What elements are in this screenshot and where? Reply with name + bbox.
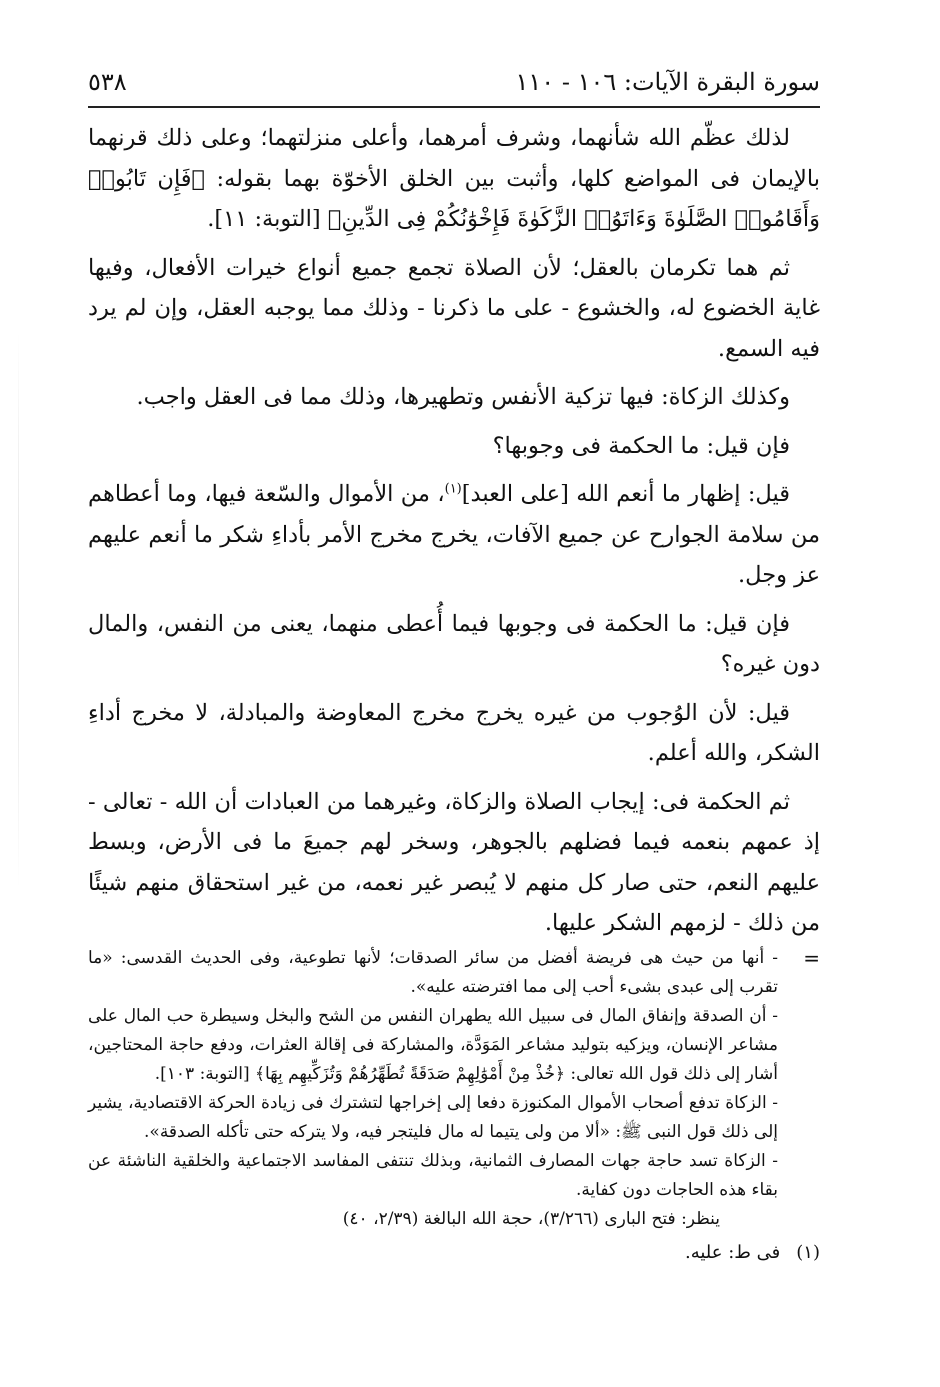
footnote-reference: ينظر: فتح البارى (٣/٢٦٦)، حجة الله البالغة (٢/٣٩، ٤٠) — [342, 1209, 720, 1229]
paragraph-7: قيل: لأن الوُجوب من غيره يخرج مخرج المعاوضة والمبادلة، لا مخرج أداءِ الشكر، والله أعلم. — [88, 699, 820, 766]
footnote-item: - الزكاة تدفع أصحاب الأموال المكنوزة دفعا إلى إخراجها لتشترك فى زيادة الحركة الاقتصادية، يشير إلى ذلك قول النبى ﷺ: «ألا من ولى يتيما له مال فليتجر فيه، ولا يتركه حتى تأكله الصدقة». — [88, 1093, 778, 1142]
paragraph-8: ثم الحكمة فى: إيجاب الصلاة والزكاة، وغيرهما من العبادات أن الله - تعالى - إذ عمهم بنعمه فيما فضلهم بالجوهر، وسخر لهم جميعَ ما فى الأرض، وبسط عليهم النعم، حتى صار كل منهم لا يُبصر غير نعمه، من غير استحقاق منهم شيئًا من ذلك - لزمهم الشكر عليها. — [88, 788, 820, 936]
paragraph-5 — [88, 474, 820, 596]
paragraph-1 — [88, 118, 820, 240]
page-header — [88, 62, 820, 102]
paragraph-6: فإن قيل: ما الحكمة فى وجوبها فيما أُعطى منهما، يعنى من النفس، والمال دون غيره؟ — [88, 610, 820, 677]
footnote-marker-1[interactable]: (١) — [444, 481, 462, 497]
footnote-1-text: فى ط: عليه. — [685, 1242, 781, 1263]
footnote-item: - أن الصدقة وإنفاق المال فى سبيل الله يطهران النفس من الشح والبخل وسيطرة حب المال على مشاعر الإنسان، ويزكيه بتوليد مشاعر المَوَدَّة، والمشاركة فى إقالة العثرات، ودفع حاجة المحتاجين، أشار إلى ذلك قول الله تعالى: ﴿خُذْ مِنْ أَمْوَٰلِهِمْ صَدَقَةً تُطَهِّرُهُمْ وَتُزَكِّيهِم بِهَا﴾ [التوبة: ١٠٣]. — [88, 1006, 778, 1084]
paragraph-1-text: لذلك عظّم الله شأنهما، وشرف أمرهما، وأعلى منزلتهما؛ وعلى ذلك قرنهما بالإيمان فى المواضع كلها، وأثبت بين الخلق الأخوّة بهما بقوله: — [88, 125, 820, 192]
quran-verse-tawbah-11: ﴿فَإِن تَابُوا۟ وَأَقَامُوا۟ الصَّلَوٰةَ وَءَاتَوُا۟ الزَّكَوٰةَ فَإِخْوَٰنُكُمْ فِى الدِّينِ﴾ — [88, 165, 820, 232]
running-title: سورة البقرة الآيات: ١٠٦ - ١١٠ — [515, 68, 820, 96]
paragraph-5-text-start: قيل: إظهار ما أنعم الله [على العبد] — [461, 481, 790, 507]
main-text — [88, 118, 820, 952]
footnote-1 — [88, 1238, 820, 1267]
continuation-mark: = — [803, 946, 820, 970]
header-rule — [88, 106, 820, 108]
footnote-continuation — [88, 944, 820, 1205]
paragraph-4: فإن قيل: ما الحكمة فى وجوبها؟ — [492, 432, 790, 459]
footnote-1-number: (١) — [796, 1242, 820, 1263]
page-number: ٥٣٨ — [88, 68, 127, 96]
footnotes — [88, 944, 820, 1267]
footnote-item: - الزكاة تسد حاجة جهات المصارف الثمانية، وبذلك تنتفى المفاسد الاجتماعية والخلقية الناشئة عن بقاء هذه الحاجات دون كفاية. — [88, 1151, 778, 1200]
paragraph-5-text-end: ، من الأموال والسّعة فيها، وما أعطاهم من سلامة الجوارح عن جميع الآفات، يخرج مخرج الأمر بأداءِ شكر ما أنعم عليهم عز وجل. — [88, 481, 820, 588]
paragraph-2: ثم هما تكرمان بالعقل؛ لأن الصلاة تجمع جميع أنواع خيرات الأفعال، وفيها غاية الخضوع له، والخشوع - على ما ذكرنا - وذلك مما يوجبه العقل، وإن لم يرد فيه السمع. — [88, 254, 820, 362]
verse-reference: [التوبة: ١١]. — [207, 206, 321, 232]
footnote-item: - أنها من حيث هى فريضة أفضل من سائر الصدقات؛ لأنها تطوعية، وفى الحديث القدسى: «ما تقرب إلى عبدى بشىء أحب إلى مما افترضته عليه». — [88, 948, 778, 997]
paragraph-3: وكذلك الزكاة: فيها تزكية الأنفس وتطهيرها، وذلك مما فى العقل واجب. — [136, 384, 790, 410]
scan-edge-shadow — [18, 330, 19, 890]
